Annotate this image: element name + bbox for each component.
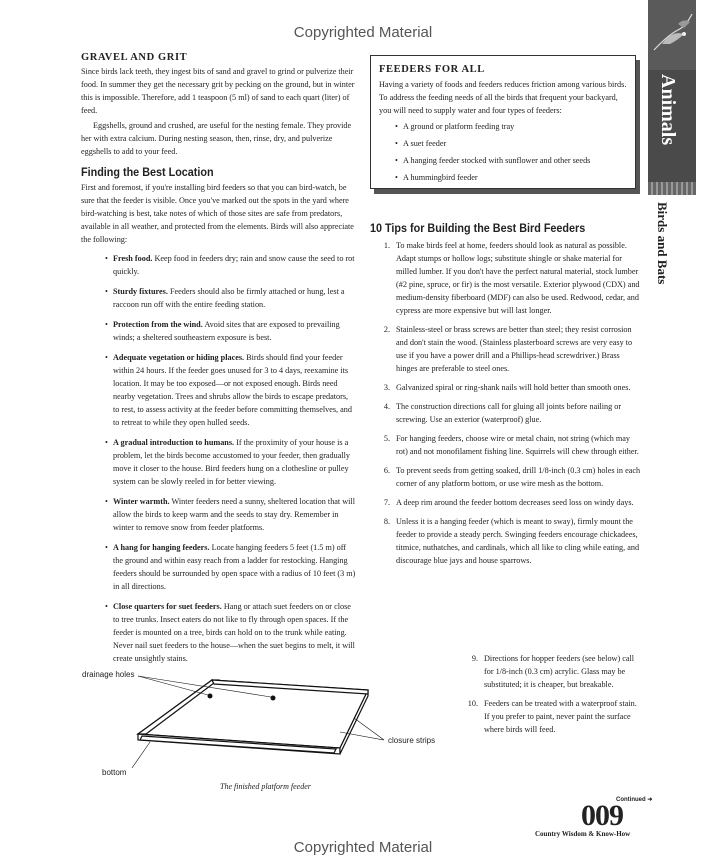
label-bottom: bottom	[102, 768, 127, 777]
list-item: • Sturdy fixtures. Feeders should also be firmly attached or hung, lest a raccoon run off with the entire feeding station.	[105, 285, 356, 311]
list-item: 5. For hanging feeders, choose wire or metal chain, not string (which may rot) and not monofilament fishing line. Squirrels will chew through either.	[383, 434, 639, 456]
label-closure-strips: closure strips	[388, 736, 436, 745]
feeders-heading: FEEDERS FOR ALL	[379, 64, 485, 75]
arrow-right-icon: ➜	[647, 797, 653, 803]
platform-feeder-diagram	[78, 660, 458, 795]
bird-illustration-icon	[648, 0, 696, 70]
location-list	[81, 252, 356, 665]
location-intro: First and foremost, if you're installing bird feeders so that you can bird-watch, be sure that the feeder is visible. Once you've marked out the spots in the yard where bird-watching is best, take notes of which of those sites are safe from predators, available in all weather, and protected from the elements. Birds will also appreciate the following:	[81, 183, 354, 244]
platform-feeder-illustration	[78, 660, 458, 795]
book-title: Country Wisdom & Know-How	[535, 830, 631, 838]
gravel-paragraph-2: Eggshells, ground and crushed, are useful for the nesting female. They provide her with extra calcium. During nesting season, then, rinse, dry, and pulverize eggshells to add to your feed.	[81, 121, 352, 156]
list-item: • A hanging feeder stocked with sunflower and other seeds	[395, 155, 627, 167]
tips-continued	[458, 652, 642, 742]
gravel-heading: GRAVEL AND GRIT	[81, 52, 188, 63]
list-item: 9. Directions for hopper feeders (see below) call for 1/8-inch (0.3 cm) acrylic. Glass may be substituted; it is cheaper, but breakable.	[471, 654, 635, 689]
tips-heading: 10 Tips for Building the Best Bird Feeders	[370, 221, 586, 235]
tips-list	[370, 239, 642, 567]
list-item: 8. Unless it is a hanging feeder (which is meant to sway), firmly mount the feeder to provide a steady perch. Swinging feeders encourage chickadees, titmice, nuthatches, and cardinals, which all like to cling while eating, and discourage blue jays and house sparrows.	[383, 517, 640, 565]
list-item: • Winter warmth. Winter feeders need a sunny, sheltered location that will allow the birds to keep warm and the seeds to stay dry. Remember in winter to remove snow from feeder platforms.	[105, 495, 356, 534]
list-item: 7. A deep rim around the feeder bottom decreases seed loss on windy days.	[383, 498, 634, 507]
watermark-bottom: Copyrighted Material	[293, 839, 433, 856]
list-item: 1. To make birds feel at home, feeders should look as natural as possible. Adapt stumps or hollow logs; substitute shingle or shake material for milled lumber. If you don't have the perfect natural material, stock lumber (#2 pine, spruce, or fir) is the most versatile. Exterior plywood (CDX) and medium-density fiberboard (MDF) can also be used. Redwood, cedar, and cypress are more expensive but will last longer.	[383, 241, 640, 315]
list-item: 2. Stainless-steel or brass screws are better than steel; they resist corrosion and don't stain the wood. (Stainless plasterboard screws are very easy to use if you have a power drill and a Phillips-head screwdriver.) Brass hinges are preferable to steel ones.	[383, 325, 633, 373]
list-item: • A ground or platform feeding tray	[395, 121, 627, 133]
list-item: 10. Feeders can be treated with a waterproof stain. If you prefer to paint, never paint the surface where birds will feed.	[467, 699, 637, 734]
feeders-intro: Having a variety of foods and feeders reduces friction among various birds. To address the feeding needs of all the birds that frequent your backyard, you will need to supply water and four types of feeders:	[379, 80, 627, 115]
tab-texture	[648, 182, 696, 195]
feeders-box	[370, 55, 636, 189]
left-column	[81, 52, 356, 672]
list-item: • Close quarters for suet feeders. Hang or attach suet feeders on or close to tree trunks. Insect eaters do not like to fly through open spaces. If the feeder is mounted on a tree, birds can hold on to the trunk while eating. Never nail suet feeders to the house—when the suet begins to melt, it will create unsightly stains.	[105, 600, 356, 665]
list-item: 4. The construction directions call for gluing all joints before nailing or screwing. Use an exterior (waterproof) glue.	[383, 402, 622, 424]
list-item: • A gradual introduction to humans. If the proximity of your house is a problem, let the birds become accustomed to your feeder, then gradually move it closer to the house. Bird feeders hung on a clothesline or pulley system can be slowly reeled in for better viewing.	[105, 436, 356, 488]
label-drainage-holes: drainage holes	[82, 670, 135, 679]
list-item: • Adequate vegetation or hiding places. Birds should find your feeder within 24 hours. If the feeder goes unused for 3 to 4 days, reexamine its location. It may be too exposed—or not exposed enough. Birds need nearby vegetation. Trees and shrubs allow the birds to escape predators, to rest, to assess activity at the feeder before committing themselves, and to retreat to while they open hulled seeds.	[105, 351, 356, 429]
list-item: • Fresh food. Keep food in feeders dry; rain and snow cause the seed to rot quickly.	[105, 252, 356, 278]
list-item: 3. Galvanized spiral or ring-shank nails will hold better than smooth ones.	[383, 383, 631, 392]
tips-section	[370, 221, 642, 573]
list-item: • A suet feeder	[395, 138, 627, 150]
list-item: • A hang for hanging feeders. Locate hanging feeders 5 feet (1.5 m) off the ground and within easy reach from a ladder for restocking. Hanging feeders should be surrounded by open space with a radius of 10 feet (3 m) in all directions.	[105, 541, 356, 593]
list-item: • A hummingbird feeder	[395, 172, 627, 184]
location-heading: Finding the Best Location	[81, 165, 214, 179]
page-number: 009	[581, 799, 623, 832]
gravel-paragraph-1: Since birds lack teeth, they ingest bits of sand and gravel to grind or pulverize their food. In summer they get the necessary grit by pecking on the ground, but in winter this is impossible. Therefore, add 1 teaspoon (5 ml) of sand to each quart (liter) of feed.	[81, 67, 355, 115]
diagram-caption: The finished platform feeder	[220, 782, 311, 791]
watermark-top: Copyrighted Material	[293, 24, 433, 41]
list-item: 6. To prevent seeds from getting soaked, drill 1/8-inch (0.3 cm) holes in each corner of any platform bottom, or use wire mesh as the bottom.	[383, 466, 641, 488]
subsection-title: Birds and Bats	[655, 202, 670, 285]
feeders-list	[379, 121, 627, 184]
continued-label: Continued ➜	[616, 797, 653, 803]
list-item: • Protection from the wind. Avoid sites that are exposed to prevailing winds; a sheltered southeastern exposure is best.	[105, 318, 356, 344]
section-side-tab	[648, 0, 696, 195]
section-title: Animals	[657, 74, 679, 146]
